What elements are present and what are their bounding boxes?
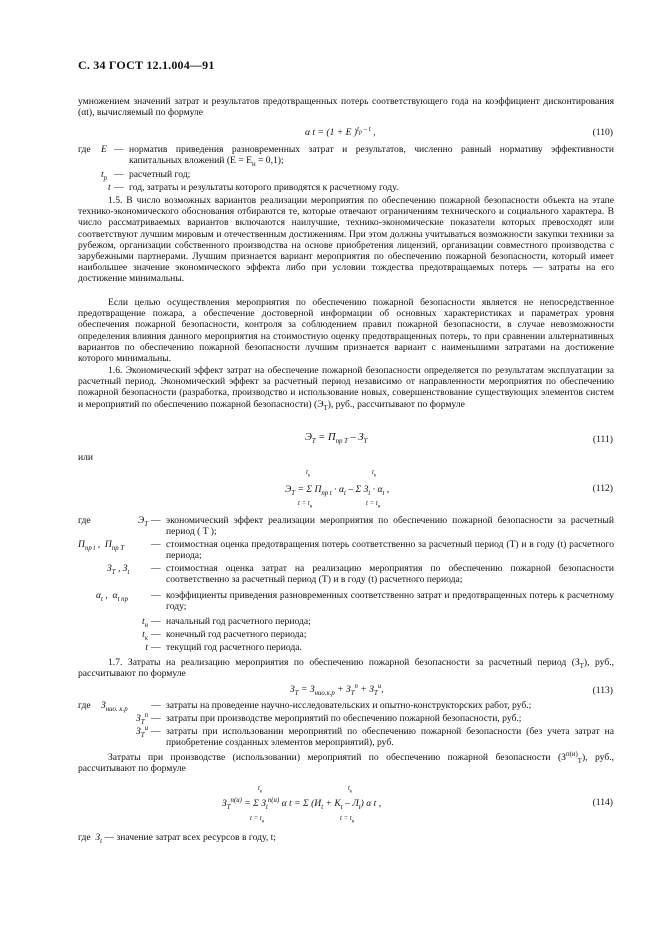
formula-114-mid-sub: t (321, 803, 324, 811)
formula-113-d-sup: и (377, 682, 382, 690)
paragraph-1-7-b-tail: ), руб., рассчитывают по формуле (78, 752, 614, 775)
paragraph-1-5-b: Если целью осуществления мероприятия по обеспечению пожарной безопасности является не непосредственное предотвращение пожара, а обеспечение достоверной информации об основных характеристиках и параметрах уровня обеспечения пожарной безопасности, контроля за соблюдением правил пожарной безопасности, в случае невозможности определения влияния данного мероприятия на стоимостную оценку предотвращенных потерь, то при сравнении альтернативных вариантов по обеспечению пожарной безопасности лучшим признается вариант с наименьшими затратами на достижение которого минимальны. (78, 297, 614, 365)
formula-113-c-sup: п (354, 682, 358, 690)
formula-112-body3-sub: t (368, 489, 371, 497)
where2-def-Pr: стоимостная оценка предотвращения потерь соответственно за расчетный период (T) и в году (t) расчетного периода; (166, 539, 614, 562)
equation-number-111: (111) (592, 434, 613, 445)
paragraph-1-5: 1.5. В число возможных вариантов реализации мероприятия по обеспечению пожарной безопасности объекта на этапе технико-экономического обоснования отбираются те, которые отвечают ограничениям технического и социального характера. В число рассматриваемых вариантов включаются наилучшие, технико-экономические показатели которых превосходят или соответствуют лучшим мировым и отечественным достижениям. При этом должны учитываться возможности закупки техники за рубежом, организации собственного производства на основе приобретения лицензий, организации совместного производства с зарубежными партнерами. Лучшим признается вариант мероприятия по обеспечению пожарной безопасности, который имеет наибольшее значение экономического эффекта либо при условии тождества предотвращаемых потерь — затраты на его достижение минимальны. (78, 195, 614, 285)
formula-110-sup: t (357, 125, 359, 133)
where2-sym-tn-main: t (141, 616, 145, 627)
formula-114-upper-2-t: t (348, 785, 350, 792)
formula-114-upper-1-t: t (258, 785, 260, 792)
where2-def-Z: стоимостная оценка затрат на реализацию мероприятия по обеспечению пожарной безопасности соответственно за расчетный период (T) и в году (t) расчетного периода; (166, 563, 614, 586)
formula-112-lhs-sub: T (291, 489, 296, 497)
where2-def-t: текущий год расчетного периода. (166, 642, 302, 653)
formula-111 (305, 432, 368, 446)
final-where-text: — значение затрат всех ресурсов в году, t; (104, 832, 276, 843)
formula-112-lower-1-t: t = t (298, 500, 310, 507)
formula-114-eq-sub: t (266, 803, 268, 811)
formula-113 (290, 684, 384, 695)
where2-sym-alpha-a-sub: t (101, 595, 103, 603)
where2-sym-alpha-b: α (112, 590, 118, 601)
formula-114-upper-1-sub: к (259, 789, 263, 795)
formula-111-sub1: T (311, 438, 316, 446)
where1-def-E (129, 144, 614, 169)
formula-114-minus: – Л (342, 798, 359, 809)
formula-111-mid: = П (315, 432, 336, 443)
where2-dash-6: — (151, 629, 161, 640)
final-where-sym: З (95, 832, 101, 843)
where2-sym-Pr: $П_{пр t}$ , $П_{пр T}$ (78, 539, 125, 552)
formula-114-lhs-sup: п(и) (230, 796, 242, 804)
paragraph-1-7-b (78, 752, 614, 774)
where3-sym-i-sup: и (144, 724, 148, 732)
where2-def-tn: начальный год расчетного периода; (166, 616, 311, 627)
where-label-3: где (78, 700, 91, 711)
where3-sym-nio-main: З (101, 700, 106, 711)
where2-sym-ET (118, 515, 148, 526)
formula-114-plus: + К (323, 798, 341, 809)
formula-112-lower-1 (298, 498, 312, 509)
where3-sym-i (118, 726, 148, 737)
where1-dash-t: — (114, 182, 124, 193)
equation-number-114: (114) (592, 797, 613, 808)
formula-112 (285, 484, 389, 495)
formula-113-a: З (290, 684, 295, 695)
where2-sym-Z: $З_T$ , $З_t$ (107, 563, 130, 576)
equation-number-113: (113) (592, 685, 613, 696)
where2-sym-Z-b-sub: t (127, 568, 130, 576)
where3-sym-i-main: З (136, 726, 141, 737)
where2-sym-Pr-b: П (104, 539, 112, 550)
formula-112-tail: , (384, 484, 390, 495)
where1-sym-t: t (108, 182, 111, 193)
formula-113-a-sub: T (294, 689, 299, 697)
paragraph-1-7-sub: T (579, 662, 584, 670)
formula-112-body2-sub: t (344, 489, 346, 497)
final-where-sub: t (100, 837, 103, 845)
equation-number-110: (110) (592, 127, 613, 138)
where2-sym-Z-a: З (107, 563, 112, 574)
formula-113-d-sub: T (373, 689, 378, 697)
formula-114-eq: = Σ З (241, 798, 266, 809)
where2-sym-ET-main: Э (137, 515, 145, 526)
where3-sym-nio-sub: нио. к.р (105, 705, 128, 713)
or-word: или (78, 452, 94, 463)
formula-112-upper-2-sub: к (373, 473, 377, 479)
formula-112-lower-1-sub: н (309, 504, 313, 510)
where2-sym-tk (118, 629, 148, 640)
where3-def-i: затраты при использовании мероприятий по обеспечению пожарной безопасности (без учета затрат на приобретение созданных элементов мероприятий), руб. (166, 726, 614, 749)
where1-dash-E: — (114, 144, 124, 155)
where2-sym-tn (118, 616, 148, 627)
where1-sym-tr (101, 169, 107, 180)
formula-112-upper-1-t: t (306, 469, 308, 476)
where3-sym-p-sup: п (144, 711, 148, 719)
formula-110-sub: р (358, 129, 362, 136)
where3-sym-p-main: З (136, 713, 141, 724)
paragraph-1-7-b-sup: п(и) (565, 750, 578, 758)
paragraph-1-6-text: 1.6. Экономический эффект затрат на обеспечение пожарной безопасности определяется по результатам эксплуатации за расчетный период. Экономический эффект за расчетный период независимо от направленности мероприятия по обеспечению пожарной безопасности (разработка, производство и использование новых, совершенствование существующих элементов систем и мероприятий по обеспечению пожарной безопасности) (Э (78, 365, 614, 410)
formula-113-c: + З (334, 684, 351, 695)
formula-112-body2: · α (331, 484, 345, 495)
where3-dash-1: — (151, 700, 161, 711)
where1-def-t: год, затраты и результаты которого приводятся к расчетному году. (129, 182, 399, 193)
where1-sym-tr-main: t (101, 169, 104, 180)
where3-dash-2: — (151, 713, 161, 724)
formula-110 (305, 127, 375, 138)
paragraph-intro: умножением значений затрат и результатов предотвращенных потерь соответствующего года на коэффициент дисконтирования (αt), вычисляемый по формуле (78, 96, 614, 119)
formula-112-upper-2-t: t (372, 469, 374, 476)
where2-def-tk: конечный год расчетного периода; (166, 629, 307, 640)
where2-dash-7: — (151, 642, 161, 653)
paragraph-1-7-b-text: Затраты при производстве (использовании) мероприятий по обеспечению пожарной безопасности (З (108, 752, 566, 763)
where2-dash-2: — (151, 539, 161, 550)
formula-112-body4-sub: t (382, 489, 385, 497)
where2-dash-3: — (151, 563, 161, 574)
where2-dash-5: — (151, 616, 161, 627)
where3-sym-nio (101, 700, 128, 711)
where3-def-nio: затраты на проведение научно-исследовательских и опытно-конструкторских работ, руб.; (166, 700, 532, 711)
formula-112-upper-1-sub: к (307, 473, 311, 479)
paragraph-1-7-b-sub: T (577, 757, 582, 765)
formula-112-lower-2 (366, 498, 380, 509)
formula-114-lhs-sub: T (226, 803, 231, 811)
where-label-2: где (78, 515, 91, 526)
where1-def-E-text: норматив приведения разновременных затрат и результатов, численно равный нормативу эффективности капитальных вложений (E = E (129, 144, 614, 167)
formula-114-upper-2-sub: к (349, 789, 353, 795)
formula-114-tail: ) α t , (360, 798, 382, 809)
where1-dash-tr: — (114, 169, 124, 180)
where2-def-alpha: коэффициенты приведения разновременных соответственно затрат и предотвращенных потерь к расчетному году; (166, 590, 614, 613)
formula-112-body-sub: пр t (321, 489, 332, 497)
where3-sym-p-sub: T (140, 718, 145, 726)
where2-sym-tk-sub: к (144, 634, 148, 642)
formula-112-body3: – Σ З (345, 484, 369, 495)
formula-113-tail: , (381, 684, 384, 695)
formula-111-lhs: Э (305, 432, 312, 443)
where1-sym-tr-sub: р (103, 174, 108, 182)
formula-113-b: = З (298, 684, 315, 695)
formula-112-body4: · α (370, 484, 383, 495)
final-where-line (78, 832, 276, 843)
paragraph-1-7-text: 1.7. Затраты на реализацию мероприятия по обеспечению пожарной безопасности за расчетный период (З (108, 657, 580, 668)
where2-dash-4: — (151, 590, 161, 601)
formula-112-lower-2-t: t = t (366, 500, 378, 507)
where3-sym-i-sub: T (140, 731, 145, 739)
paragraph-1-7-tail: ), руб., рассчитывают по формуле (78, 657, 615, 680)
where2-sym-Z-a-sub: T (111, 568, 116, 576)
where2-dash-1: — (151, 515, 161, 526)
paragraph-1-6-tail: ), руб., рассчитывают по формуле (327, 398, 465, 410)
where2-sym-alpha: $\alpha_t$ , $\alpha_{t пр}$ (96, 590, 128, 603)
formula-110-sup2: – t (361, 125, 371, 133)
formula-112-upper-2 (372, 467, 376, 478)
formula-114-lower-2 (340, 813, 354, 824)
formula-114-minus-sub: t (358, 803, 361, 811)
where2-sym-Pr-a: П (78, 539, 85, 550)
where1-def-E-tail: = 0,1); (255, 155, 284, 167)
where3-def-p: затраты при производстве мероприятий по обеспечению пожарной безопасности, руб.; (166, 713, 522, 724)
where3-sym-p (118, 713, 148, 724)
formula-113-c-sub: T (350, 689, 355, 697)
formula-113-b-sub: нио.к.р (314, 689, 335, 697)
where2-sym-t: t (145, 642, 148, 653)
formula-111-mid2: – З (347, 432, 364, 443)
paragraph-1-7 (78, 657, 614, 679)
where2-def-ET: экономический эффект реализации мероприятия по обеспечению пожарной безопасности за расчетный период ( T ); (166, 515, 614, 538)
formula-114-upper-2 (348, 783, 352, 794)
formula-114-plus-sub: t (340, 803, 343, 811)
where3-dash-3: — (151, 726, 161, 737)
paragraph-1-6 (78, 365, 614, 410)
formula-111-sub2: пр T (335, 438, 348, 446)
formula-112-lhs: Э (285, 484, 292, 495)
formula-114-lhs: З (222, 798, 227, 809)
final-where-lead: где (78, 832, 91, 843)
where2-sym-Pr-b-sub: пр T (111, 544, 125, 552)
where2-sym-tn-sub: н (144, 621, 148, 629)
formula-111-sub3: T (363, 438, 368, 446)
page-header: С. 34 ГОСТ 12.1.004—91 (78, 58, 215, 72)
where2-sym-Z-b: З (122, 563, 128, 574)
where2-sym-alpha-a: α (96, 590, 102, 601)
where1-sym-E: E (101, 144, 107, 155)
where2-sym-alpha-b-sub: t пр (117, 595, 128, 603)
where2-sym-Pr-a-sub: пр t (84, 544, 96, 552)
formula-114 (222, 798, 381, 809)
formula-114-upper-1 (258, 783, 262, 794)
formula-114-lower-2-t: t = t (340, 815, 352, 822)
formula-114-lower-2-sub: н (351, 819, 355, 825)
formula-113-d: + З (357, 684, 374, 695)
where1-def-tr: расчетный год; (129, 169, 191, 180)
formula-112-upper-1 (306, 467, 310, 478)
equation-number-112: (112) (592, 483, 613, 494)
paragraph-1-6-sub: T (323, 404, 328, 412)
where-label-1: где (78, 144, 91, 155)
formula-114-lower-1 (250, 813, 264, 824)
formula-114-lower-1-t: t = t (250, 815, 262, 822)
formula-114-mid: α t = Σ (И (279, 798, 322, 809)
where2-sym-tk-main: t (142, 629, 145, 640)
where1-def-E-sub: н (251, 161, 256, 169)
formula-110-body: α t = (1 + E ) (305, 127, 358, 138)
formula-110-tail: , (370, 127, 376, 138)
formula-114-lower-1-sub: н (261, 819, 265, 825)
where2-sym-ET-sub: T (144, 520, 148, 528)
formula-112-body: = Σ П (295, 484, 322, 495)
formula-112-lower-2-sub: н (377, 504, 381, 510)
formula-114-eq-sup: п(и) (267, 796, 280, 804)
